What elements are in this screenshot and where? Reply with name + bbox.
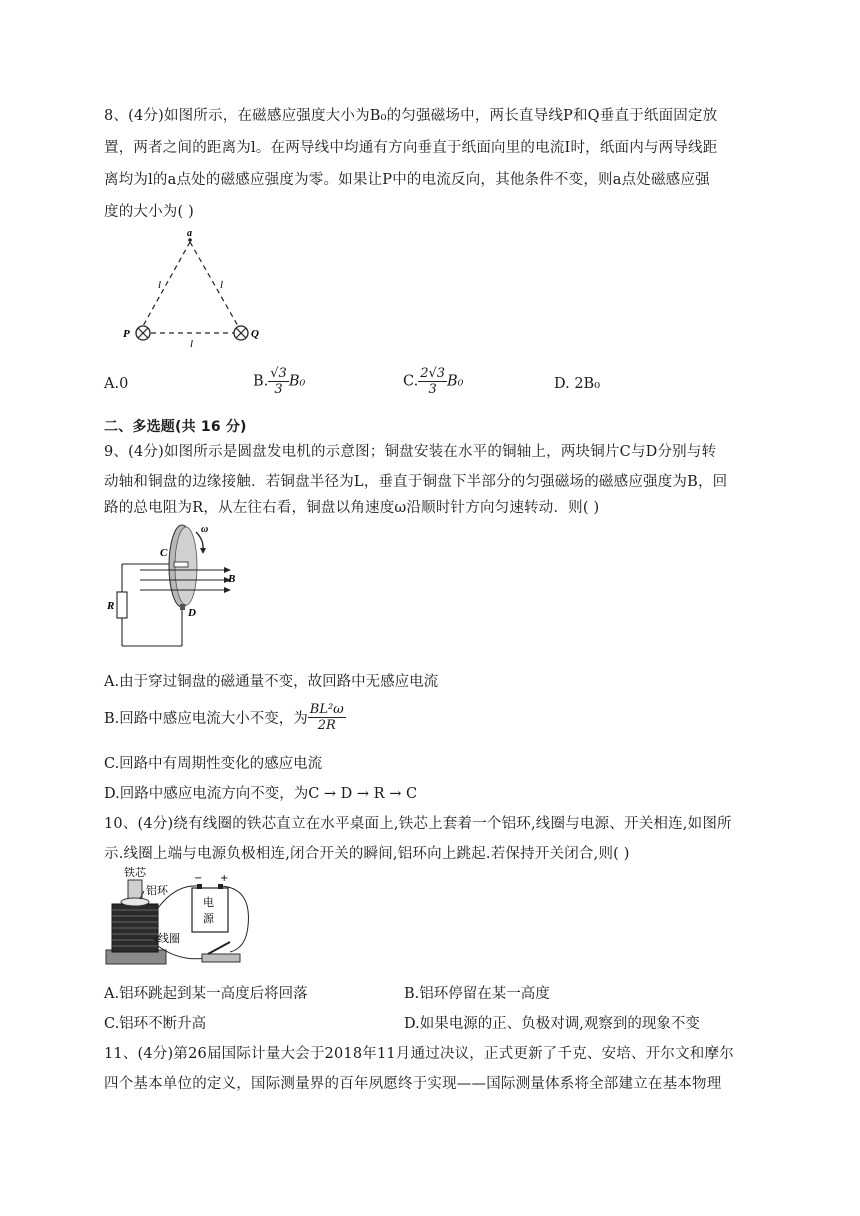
q9-option-c: C.回路中有周期性变化的感应电流 [104,756,323,772]
q9-option-b: B.回路中感应电流大小不变，为 $\frac{\text{BL²ω}}{2R}$ [104,702,344,733]
q10-label-minus: − [194,873,203,884]
q9-option-d: D.回路中感应电流方向不变，为C → D → R → C [104,786,418,802]
q8-label-a: a [187,228,192,239]
q10-label-core: 铁芯 [124,866,146,879]
q8-option-d: D. 2B₀ [554,376,601,392]
q9-label-b: B [228,573,236,585]
q11-line-1: 11、(4分)第26届国际计量大会于2018年11月通过决议，正式更新了千克、安培、开尔文和摩尔 [104,1046,734,1062]
q8-option-a: A.0 [104,376,129,392]
q9-line-3: 路的总电阻为R，从左往右看，铜盘以角速度ω沿顺时针方向匀速转动．则( ) [104,500,600,516]
q8-label-l-right: l [220,279,224,291]
q10-label-power-2: 源 [203,912,214,925]
q8-label-l-bottom: l [190,338,194,350]
resistor-icon [117,592,127,618]
q8-triangle-figure [110,226,280,354]
q9-label-r: R [107,600,115,612]
q8-line-1: 8、(4分)如图所示，在磁感应强度大小为B₀的匀强磁场中，两长直导线P和Q垂直于纸面固定放 [104,108,718,124]
q9-label-d: D [188,607,196,619]
q10-label-power-1: 电 [203,896,214,909]
switch-icon [202,954,240,962]
q9-label-omega: ω [201,524,209,535]
q10-option-d: D.如果电源的正、负极对调,观察到的现象不变 [404,1016,700,1032]
q9-line-1: 9、(4分)如图所示是圆盘发电机的示意图；铜盘安装在水平的铜轴上，两块铜片C与D分别与转 [104,444,717,460]
q8-option-c: C. $\frac{2√3}{3}$ B₀ [403,366,464,397]
q8-line-2: 置，两者之间的距离为l。在两导线中均通有方向垂直于纸面向里的电流I时，纸面内与两导线距 [104,140,718,156]
q10-line-1: 10、(4分)绕有线圈的铁芯直立在水平桌面上,铁芯上套着一个铝环,线圈与电源、开关相连,如图所 [104,816,732,832]
q9-line-2: 动轴和铜盘的边缘接触．若铜盘半径为L，垂直于铜盘下半部分的匀强磁场的磁感应强度为B，回 [104,474,728,490]
q8-label-p: P [123,328,130,340]
q8-line-4: 度的大小为( ) [104,204,195,220]
section-title: 二、多选题(共 16 分) [104,419,247,435]
wire-q-cross-icon [234,326,248,340]
q10-line-2: 示.线圈上端与电源负极相连,闭合开关的瞬间,铝环向上跳起.若保持开关闭合,则( ) [104,846,630,862]
aluminium-ring-icon [121,898,149,906]
wire-p-cross-icon [136,326,150,340]
q10-coil-figure [100,866,260,972]
power-supply-icon [192,888,228,932]
q8-label-l-left: l [158,279,162,291]
q8-line-3: 离均为l的a点处的磁感应强度为零。如果让P中的电流反向，其他条件不变，则a点处磁感应强 [104,172,710,188]
q10-option-c: C.铝环不断升高 [104,1016,207,1032]
q8-label-q: Q [251,328,259,340]
q11-line-2: 四个基本单位的定义，国际测量界的百年夙愿终于实现——国际测量体系将全部建立在基本物理 [104,1076,722,1092]
q10-label-coil: 线圈 [158,932,180,945]
q9-disc-generator-figure [104,520,254,652]
q8-option-b: B. $\frac{√3}{3}$ B₀ [253,366,306,397]
q9-option-a: A.由于穿过铜盘的磁通量不变，故回路中无感应电流 [104,674,439,690]
q10-option-a: A.铝环跳起到某一高度后将回落 [104,986,308,1002]
q9-label-c: C [160,547,168,559]
q10-label-ring: 铝环 [146,884,168,897]
q10-label-plus: + [220,873,229,884]
q10-option-b: B.铝环停留在某一高度 [404,986,550,1002]
